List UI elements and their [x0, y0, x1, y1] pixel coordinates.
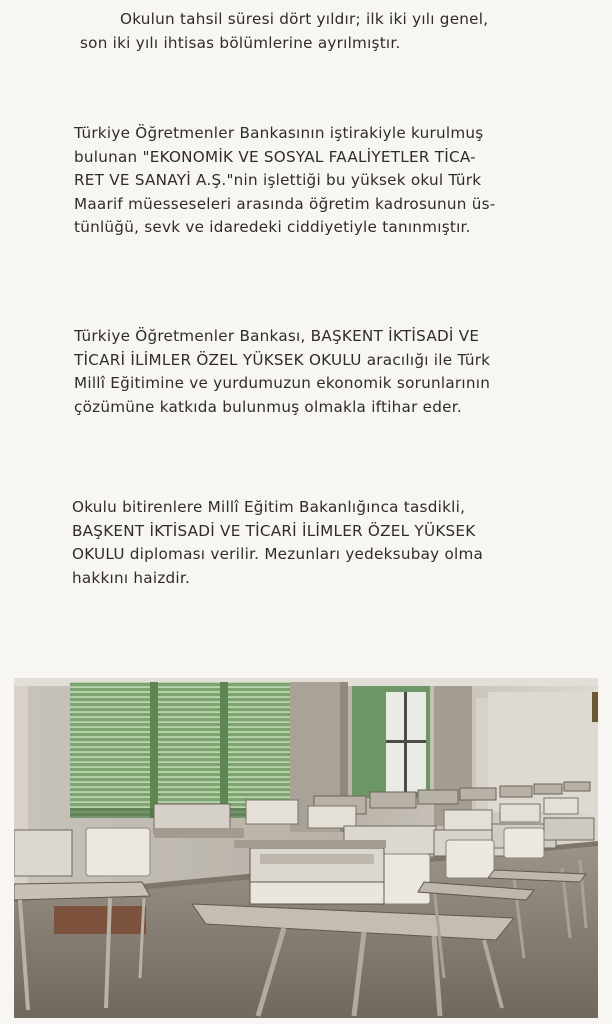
text-line: Maarif müesseseleri arasında öğretim kadrosunun üs- — [74, 194, 496, 213]
text-line: Okulu bitirenlere Millî Eğitim Bakanlığınca tasdikli, — [72, 498, 466, 516]
text-line: BAŞKENT İKTİSADİ VE TİCARİ İLİMLER ÖZEL YÜKSEK — [72, 521, 476, 540]
text-line: tünlüğü, sevk ve idaredeki ciddiyetiyle tanınmıştır. — [74, 218, 471, 236]
text-line: hakkını haizdir. — [72, 568, 191, 587]
window-blinds — [70, 682, 290, 818]
text-line: son iki yılı ihtisas bölümlerine ayrılmıştır. — [80, 33, 401, 52]
text-line: TİCARİ İLİMLER ÖZEL YÜKSEK OKULU aracılığı ile Türk — [74, 350, 491, 369]
text-line: OKULU diploması verilir. Mezunları yedeksubay olma — [72, 545, 484, 563]
text-line: bulunan "EKONOMİK VE SOSYAL FAALİYETLER TİCA- — [74, 147, 476, 166]
text-line: RET VE SANAYİ A.Ş."nin işlettiği bu yüksek okul Türk — [74, 171, 482, 189]
paragraph-contribution — [74, 325, 490, 419]
text-line: Türkiye Öğretmenler Bankası, BAŞKENT İKTİSADİ VE — [74, 327, 480, 345]
text-line: çözümüne katkıda bulunmuş olmakla iftihar eder. — [74, 397, 462, 416]
paragraph-duration — [80, 8, 488, 55]
text-line: Türkiye Öğretmenler Bankasının iştirakiyle kurulmuş — [74, 124, 484, 142]
text-line: Okulun tahsil süresi dört yıldır; ilk iki yılı genel, — [120, 10, 489, 28]
classroom-photo — [14, 678, 598, 1018]
paragraph-founding — [74, 122, 495, 240]
paragraph-diploma — [72, 496, 483, 590]
text-line: Millî Eğitimine ve yurdumuzun ekonomik sorunlarının — [74, 374, 491, 392]
